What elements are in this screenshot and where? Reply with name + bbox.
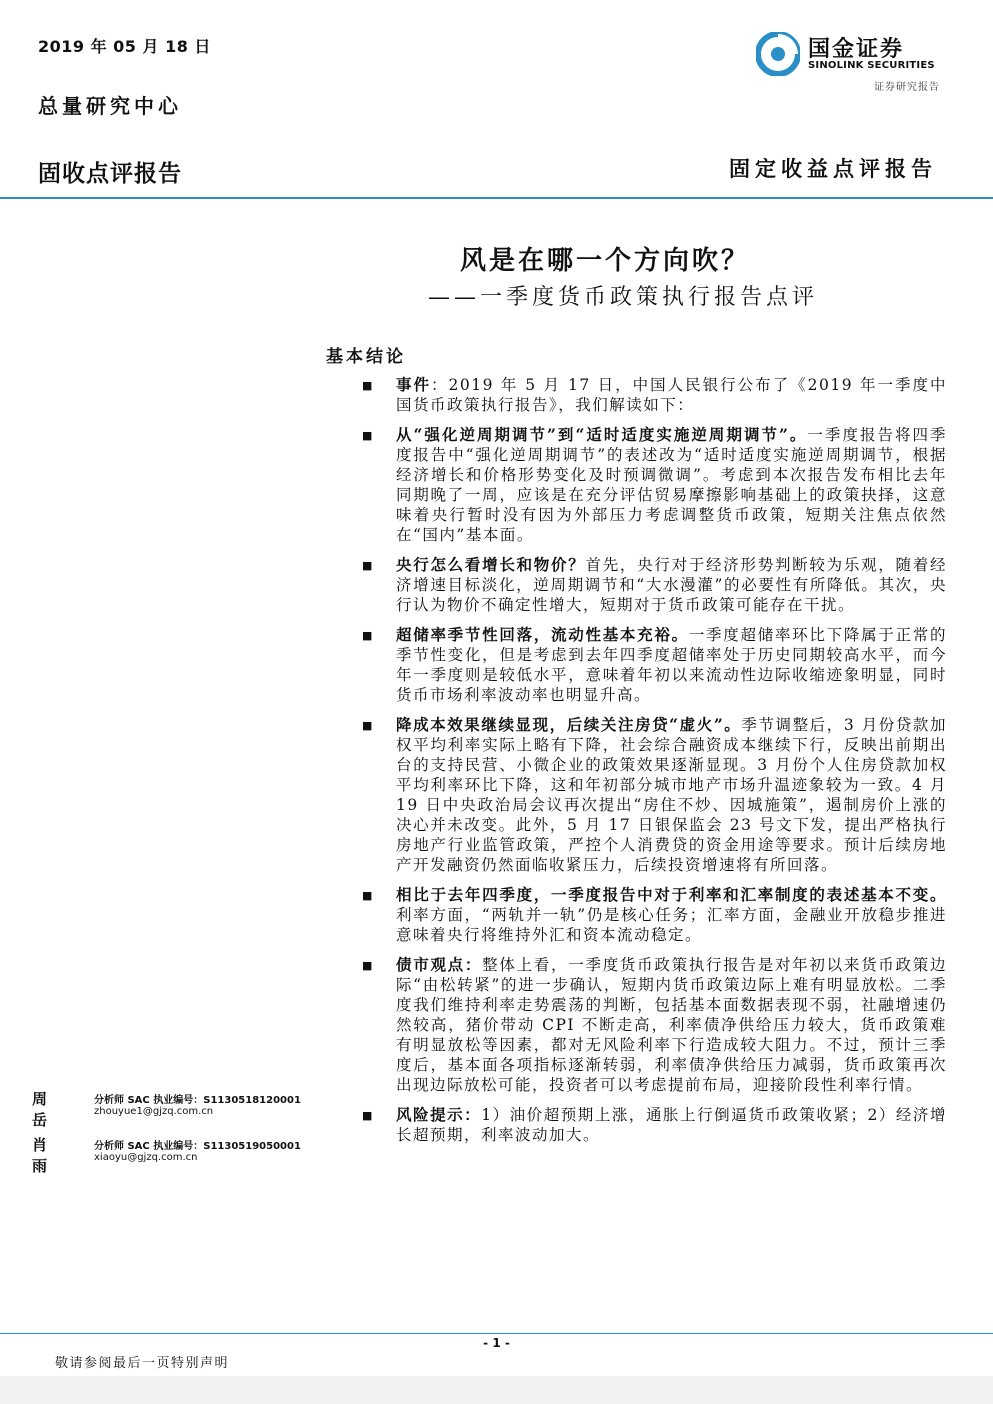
report-title: 风是在哪一个方向吹？ (460, 246, 751, 276)
report-type-right: 固定收益点评报告 (729, 156, 937, 181)
square-bullet-icon: ■ (362, 379, 373, 392)
bullet-lead: 超储率季节性回落，流动性基本充裕。 (396, 625, 689, 644)
analyst-name: 周岳 (32, 1090, 51, 1129)
square-bullet-icon: ■ (362, 1109, 373, 1122)
bullet-lead: 相比于去年四季度，一季度报告中对于利率和汇率制度的表述基本不变。 (396, 885, 947, 904)
sinolink-logo-icon (756, 32, 800, 76)
bullet-text (396, 425, 947, 545)
disclaimer-note: 敬请参阅最后一页特别声明 (55, 1356, 230, 1371)
header-divider (0, 197, 993, 199)
list-item (362, 625, 947, 705)
bullet-body: 整体上看，一季度货币政策执行报告是对年初以来货币政策边际“由松转紧”的进一步确认，短期内货币政策边际上难有明显放松。二季度我们维持利率走势震荡的判断，包括基本面数据表现不弱，社融增速仍然较高，猪价带动 CPI 不断走高，利率债净供给压力较大，货币政策难有明显放松等因素，都对无风险利率下行造成较大阻力。不过，预计三季度后，基本面各项指标逐渐转弱，利率债净供给压力减弱，货币政策再次出现边际放松可能，投资者可以考虑提前布局，迎接阶段性利率行情。 (396, 956, 947, 1094)
analyst-cert: 分析师 SAC 执业编号：S1130519050001 (94, 1141, 301, 1152)
bullet-text (396, 1105, 947, 1145)
bullet-lead: 央行怎么看增长和物价？ (396, 555, 586, 574)
list-item (362, 885, 947, 945)
bullet-text (396, 555, 947, 615)
logo-name-cn: 国金证券 (808, 37, 905, 62)
bullet-body: 首先，央行对于经济形势判断较为乐观，随着经济增速目标淡化，逆周期调节和“大水漫灌”的必要性有所降低。其次，央行认为物价不确定性增大，短期对于货币政策可能存在干扰。 (396, 556, 947, 614)
research-center-name: 总量研究中心 (38, 94, 182, 118)
analyst-name: 肖雨 (32, 1136, 51, 1175)
bullet-lead: 风险提示： (396, 1105, 482, 1124)
list-item (362, 715, 947, 875)
bullet-body: 1）油价超预期上涨，通胀上行倒逼货币政策收紧；2）经济增长超预期，利率波动加大。 (396, 1106, 947, 1144)
analyst-cert: 分析师 SAC 执业编号：S1130518120001 (94, 1095, 301, 1106)
bullet-text (396, 625, 947, 705)
bullet-lead: 事件 (396, 375, 431, 394)
logo-name-en: SINOLINK SECURITIES (808, 60, 935, 71)
bullet-body: 利率方面，“两轨并一轨”仍是核心任务；汇率方面，金融业开放稳步推进意味着央行将维持外汇和资本流动稳定。 (396, 906, 947, 944)
bullet-text (396, 715, 947, 875)
section-heading: 基本结论 (326, 347, 406, 367)
list-item (362, 1105, 947, 1145)
bullet-text (396, 955, 947, 1095)
conclusion-list (362, 375, 947, 1155)
bullet-text (396, 375, 947, 415)
report-date: 2019 年 05 月 18 日 (38, 37, 211, 56)
list-item (362, 425, 947, 545)
company-logo (756, 30, 946, 92)
square-bullet-icon: ■ (362, 719, 373, 732)
square-bullet-icon: ■ (362, 889, 373, 902)
bullet-body: 一季度报告将四季度报告中“强化逆周期调节”的表述改为“适时适度实施逆周期调节，根据经济增长和价格形势变化及时预调微调”。考虑到本次报告发布相比去年同期晚了一周，应该是在充分评估贸易摩擦影响基础上的政策抉择，这意味着央行暂时没有因为外部压力考虑调整货币政策，短期关注焦点依然在“国内”基本面。 (396, 426, 947, 544)
analyst-email[interactable]: xiaoyu@gjzq.com.cn (94, 1152, 198, 1163)
footer-band (0, 1376, 993, 1404)
list-item (362, 375, 947, 415)
page-number: - 1 - (483, 1336, 510, 1350)
square-bullet-icon: ■ (362, 629, 373, 642)
bullet-body: ：2019 年 5 月 17 日，中国人民银行公布了《2019 年一季度中国货币政策执行报告》，我们解读如下： (396, 376, 947, 414)
square-bullet-icon: ■ (362, 959, 373, 972)
bullet-text (396, 885, 947, 945)
bullet-lead: 债市观点： (396, 955, 483, 974)
logo-subtitle: 证券研究报告 (874, 82, 940, 93)
list-item (362, 555, 947, 615)
bullet-lead: 降成本效果继续显现，后续关注房贷“虚火”。 (396, 715, 742, 734)
list-item (362, 955, 947, 1095)
bullet-body: 季节调整后，3 月份贷款加权平均利率实际上略有下降，社会综合融资成本继续下行，反映出前期出台的支持民营、小微企业的政策效果逐渐显现。3 月份个人住房贷款加权平均利率环比下降，这和年初部分城市地产市场升温迹象较为一致。4 月 19 日中央政治局会议再次提出“房住不炒、因城施策”，遏制房价上涨的决心并未改变。此外，5 月 17 日银保监会 23 号文下发，提出严格执行房地产行业监管政策，严控个人消费贷的资金用途等要求。预计后续房地产开发融资仍然面临收紧压力，后续投资增速将有所回落。 (396, 716, 947, 874)
bullet-body: 一季度超储率环比下降属于正常的季节性变化，但是考虑到去年四季度超储率处于历史同期较高水平，而今年一季度则是较低水平，意味着年初以来流动性边际收缩迹象明显，同时货币市场利率波动率也明显升高。 (396, 626, 947, 704)
analyst-email[interactable]: zhouyue1@gjzq.com.cn (94, 1106, 214, 1117)
report-subtitle: ——一季度货币政策执行报告点评 (428, 285, 819, 310)
bullet-lead: 从“强化逆周期调节”到“适时适度实施逆周期调节”。 (396, 425, 808, 444)
square-bullet-icon: ■ (362, 559, 373, 572)
report-type-left: 固收点评报告 (38, 161, 182, 187)
square-bullet-icon: ■ (362, 429, 373, 442)
footer-divider (0, 1333, 993, 1334)
